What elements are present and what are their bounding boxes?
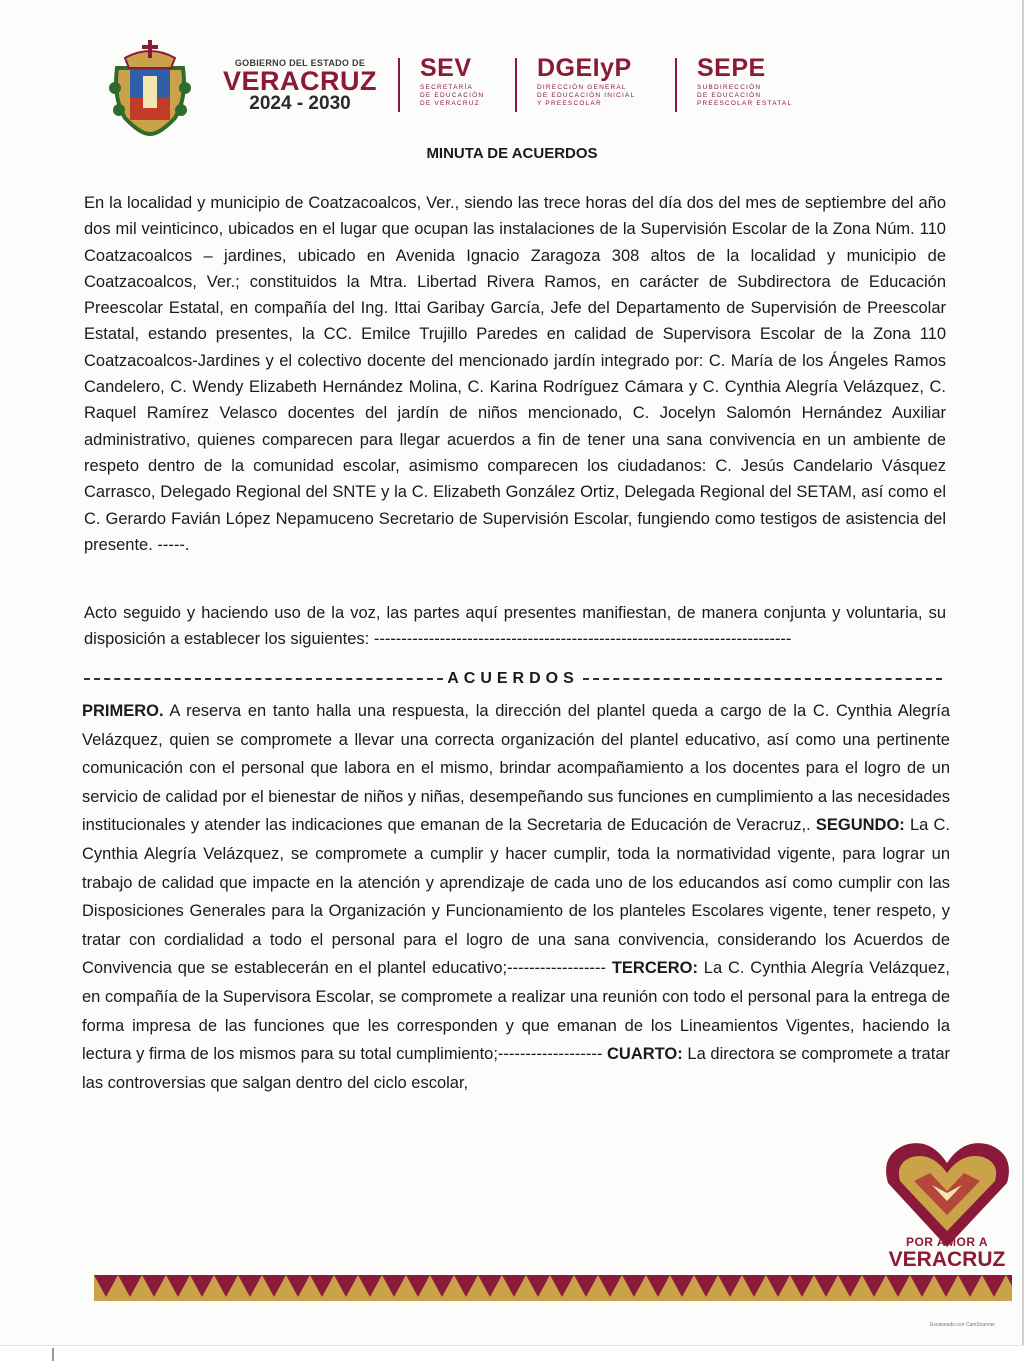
acuerdos-heading: ACUERDOS: [447, 670, 579, 687]
tercero-label: TERCERO:: [611, 959, 698, 978]
gov-period: 2024 - 2030: [249, 93, 351, 114]
sepe-sub-3: PREESCOLAR ESTATAL: [697, 100, 793, 107]
letterhead: [105, 38, 825, 128]
decorative-zigzag-border: [94, 1275, 1012, 1301]
sepe-sub-2: DE EDUCACIÓN: [697, 92, 762, 99]
sepe-logo: [697, 54, 792, 108]
agreements-paragraph: [82, 697, 950, 1097]
acuerdos-heading-row: [80, 670, 946, 688]
slogan-line-1: POR AMOR A: [905, 1235, 989, 1249]
slogan-line-2: VERACRUZ: [888, 1248, 1006, 1271]
dgeiyp-sub-2: DE EDUCACIÓN INICIAL: [537, 92, 636, 99]
government-logo: [215, 58, 385, 114]
segundo-label: SEGUNDO:: [815, 816, 905, 835]
primero-text: A reserva en tanto halla una respuesta, la dirección del plantel queda a cargo de la C. Cynthia Alegría Velázquez, quien se compromete a llevar una correcta organización del plantel educativo, así como una pertinente comunicación con el personal que labora en el mismo, brindar acompañamiento a los docentes para el logro de un servicio de calidad por el bienestar de niños y niñas, desempeñando sus funciones en cumplimiento a las necesidades institucionales y atender las indicaciones que emanan de la Secretaria de Educación de Veracruz,.: [82, 702, 950, 835]
sev-sub-3: DE VERACRUZ: [420, 100, 480, 107]
dgeiyp-sub-1: DIRECCIÓN GENERAL: [537, 84, 627, 91]
gov-line-1: GOBIERNO DEL ESTADO DE: [234, 58, 366, 68]
dgeiyp-acronym: DGEIyP: [537, 54, 632, 82]
slogan: [882, 1235, 1012, 1271]
divider: [675, 58, 677, 112]
sev-acronym: SEV: [420, 54, 472, 82]
scanner-watermark: Escaneado con CamScanner: [930, 1322, 996, 1328]
veracruz-coat-of-arms-icon: [105, 38, 195, 138]
dash-line-left: [84, 678, 443, 680]
divider: [515, 58, 517, 112]
cuarto-label: CUARTO:: [606, 1045, 683, 1064]
next-page-edge: [0, 1345, 1024, 1361]
dgeiyp-logo: [537, 54, 635, 108]
sev-logo: [420, 54, 484, 108]
dash-line-right: [583, 678, 942, 680]
segundo-text: La C. Cynthia Alegría Velázquez, se compromete a cumplir y hacer cumplir, toda la normatividad vigente, para lograr un trabajo de calidad que impacte en la atención y aprendizaje de cada uno de los educandos así como cumplir con las Disposiciones Generales para la Organización y Funcionamiento de los planteles Escolares vigente, tener respeto, y tratar con cordialidad a todo el personal para el logro de una sana convivencia, considerando los Acuerdos de Convivencia que se establecerán en el plantel educativo;------------------: [82, 816, 950, 978]
page-edge-mark: [52, 1348, 54, 1361]
opening-paragraph: En la localidad y municipio de Coatzacoalcos, Ver., siendo las trece horas del día dos del mes de septiembre del año dos mil veinticinco, ubicados en el lugar que ocupan las instalaciones de la Supervisión Escolar de la Zona Núm. 110 Coatzacoalcos – jardines, ubicado en Avenida Ignacio Zaragoza 308 altos de la localidad y municipio de Coatzacoalcos, Ver.; constituidos la Mtra. Libertad Rivera Ramos, en carácter de Subdirectora de Educación Preescolar Estatal, en compañía del Ing. Ittai Garibay García, Jefe del Departamento de Supervisión de Preescolar Estatal, estando presentes, la CC. Emilce Trujillo Paredes en calidad de Supervisora Escolar de la Zona 110 Coatzacoalcos-Jardines y el colectivo docente del mencionado jardín integrado por: C. María de los Ángeles Ramos Candelero, C. Wendy Elizabeth Hernández Molina, C. Karina Rodríguez Cámara y C. Cynthia Alegría Velázquez, C. Raquel Ramírez Velasco docentes del jardín de niños mencionado, C. Jocelyn Salomón Hernández Auxiliar administrativo, quienes comparecen para llegar acuerdos a fin de tener una sana convivencia en un ambiente de respeto dentro de la comunidad escolar, asimismo comparecen los ciudadanos: C. Jesús Candelario Vásquez Carrasco, Delegado Regional del SNTE y la C. Elizabeth González Ortiz, Delegada Regional del SETAM, así como el C. Gerardo Favián López Nepamuceno Secretario de Supervisión Escolar, fungiendo como testigos de asistencia del presente. -----.: [84, 194, 946, 554]
dgeiyp-sub-3: Y PREESCOLAR: [537, 100, 602, 107]
sepe-sub-1: SUBDIRECCIÓN: [697, 84, 762, 91]
sev-sub-1: SECRETARÍA: [420, 84, 474, 91]
gov-line-2: VERACRUZ: [222, 66, 377, 96]
cuarto-text: La directora se compromete a tratar las controversias que salgan dentro del ciclo escolar,: [82, 1045, 950, 1092]
sepe-acronym: SEPE: [697, 54, 766, 82]
document-title: MINUTA DE ACUERDOS: [426, 145, 598, 162]
sev-sub-2: DE EDUCACIÓN: [420, 92, 485, 99]
tercero-text: La C. Cynthia Alegría Velázquez, en compañía de la Supervisora Escolar, se compromete a realizar una reunión con todo el personal para la entrega de forma impresa de las funciones que les corresponden y que emanan de los Lineamientos Vigentes, haciendo la lectura y firma de los mismos para su total cumplimiento;-------------------: [82, 959, 950, 1064]
second-paragraph: Acto seguido y haciendo uso de la voz, las partes aquí presentes manifiestan, de manera conjunta y voluntaria, su disposición a establecer los siguientes: ----------------------------------------------------------------------------: [84, 604, 946, 649]
primero-label: PRIMERO.: [82, 702, 164, 720]
divider: [398, 58, 400, 112]
